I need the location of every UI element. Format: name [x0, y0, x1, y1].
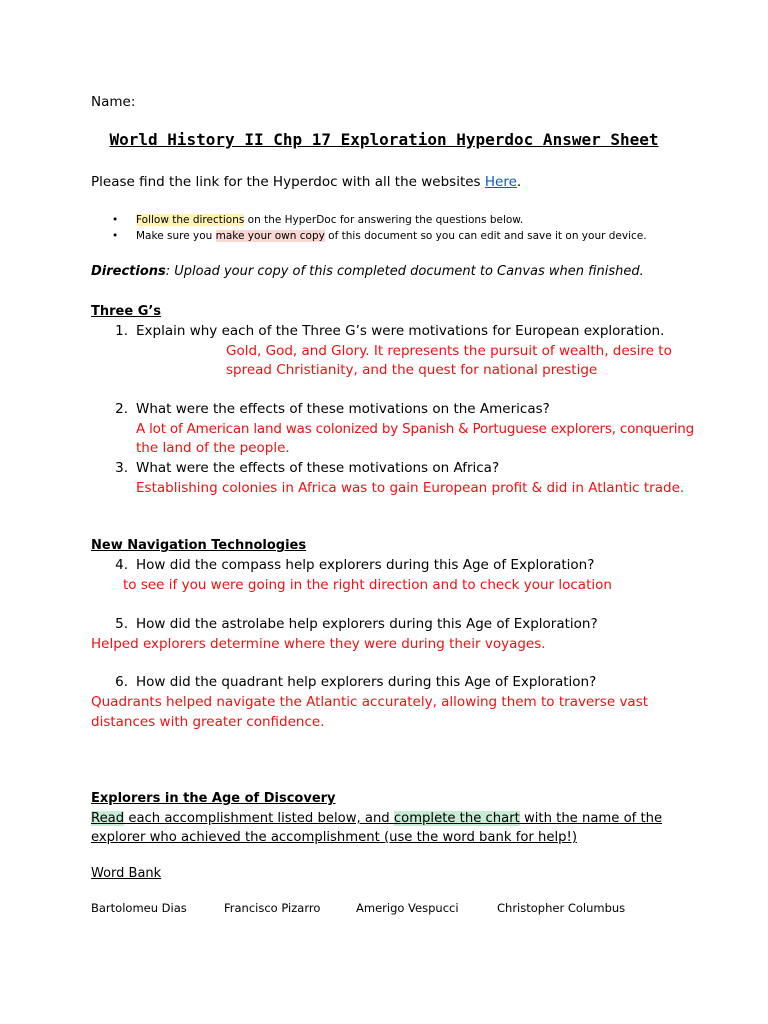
highlight-make-copy: make your own copy — [215, 230, 325, 242]
instr-text: with the name of the — [519, 811, 663, 826]
answer-1-line-1: Gold, God, and Glory. It represents the pursuit of wealth, desire to — [226, 343, 672, 359]
question-6 — [115, 674, 597, 690]
explorers-instructions-line-1 — [91, 811, 662, 826]
answer-5-line-1: Helped explorers determine where they were during their voyages. — [91, 636, 546, 652]
highlight-follow-directions: Follow the directions — [136, 214, 245, 226]
bullet-text: Make sure you — [136, 230, 216, 242]
answer-3-line-1: Establishing colonies in Africa was to gain European profit & did in Atlantic trade. — [136, 480, 685, 496]
question-text: Explain why each of the Three G’s were motivations for European exploration. — [136, 323, 665, 339]
question-number: 1. — [115, 323, 128, 339]
question-number: 2. — [115, 401, 128, 417]
word-bank-item: Christopher Columbus — [497, 901, 626, 915]
word-bank-item: Francisco Pizarro — [224, 901, 321, 915]
answer-6-line-2: distances with greater confidence. — [91, 714, 325, 730]
intro-text: Please find the link for the Hyperdoc with all the websites — [91, 174, 485, 190]
word-bank-item: Bartolomeu Dias — [91, 901, 187, 915]
word-bank-item: Amerigo Vespucci — [356, 901, 459, 915]
explorers-instructions-line-2: explorer who achieved the accomplishment (use the word bank for help!) — [91, 830, 577, 845]
question-number: 3. — [115, 460, 128, 476]
directions-text: : Upload your copy of this completed document to Canvas when finished. — [165, 264, 644, 279]
question-text: How did the astrolabe help explorers during this Age of Exploration? — [136, 616, 598, 632]
page-title: World History II Chp 17 Exploration Hyperdoc Answer Sheet — [109, 130, 659, 149]
intro-end: . — [516, 174, 522, 190]
bullet-item — [136, 214, 523, 226]
hyperdoc-link[interactable]: Here — [484, 174, 517, 190]
answer-6-line-1: Quadrants helped navigate the Atlantic accurately, allowing them to traverse vast — [91, 694, 649, 710]
answer-4-line-1: to see if you were going in the right direction and to check your location — [123, 577, 612, 593]
question-number: 5. — [115, 616, 128, 632]
question-text: How did the quadrant help explorers during this Age of Exploration? — [136, 674, 597, 690]
question-1 — [115, 323, 665, 339]
bullet-item — [136, 230, 647, 242]
heading-navigation: New Navigation Technologies — [91, 538, 307, 553]
bullet-text: on the HyperDoc for answering the questions below. — [244, 214, 524, 226]
directions-label: Directions — [91, 264, 166, 279]
highlight-complete-chart: complete the chart — [393, 811, 520, 826]
intro-line — [91, 174, 521, 190]
heading-three-gs: Three G’s — [91, 304, 162, 319]
question-text: How did the compass help explorers during this Age of Exploration? — [136, 557, 595, 573]
answer-2-line-1: A lot of American land was colonized by Spanish & Portuguese explorers, conquering — [136, 421, 694, 437]
question-text: What were the effects of these motivations on Africa? — [136, 460, 500, 476]
word-bank-label: Word Bank — [91, 866, 162, 881]
name-label: Name: — [91, 94, 136, 110]
question-4 — [115, 557, 595, 573]
instr-text: each accomplishment listed below, and — [124, 811, 394, 826]
heading-explorers: Explorers in the Age of Discovery — [91, 791, 336, 806]
answer-2-line-2: the land of the people. — [136, 440, 290, 456]
question-text: What were the effects of these motivations on the Americas? — [136, 401, 550, 417]
bullet-text: of this document so you can edit and save it on your device. — [324, 230, 647, 242]
answer-1-line-2: spread Christianity, and the quest for national prestige — [226, 362, 598, 378]
directions-line — [91, 264, 644, 279]
question-2 — [115, 401, 550, 417]
question-5 — [115, 616, 598, 632]
highlight-read: Read — [91, 811, 125, 826]
question-3 — [115, 460, 500, 476]
question-number: 4. — [115, 557, 128, 573]
question-number: 6. — [115, 674, 128, 690]
